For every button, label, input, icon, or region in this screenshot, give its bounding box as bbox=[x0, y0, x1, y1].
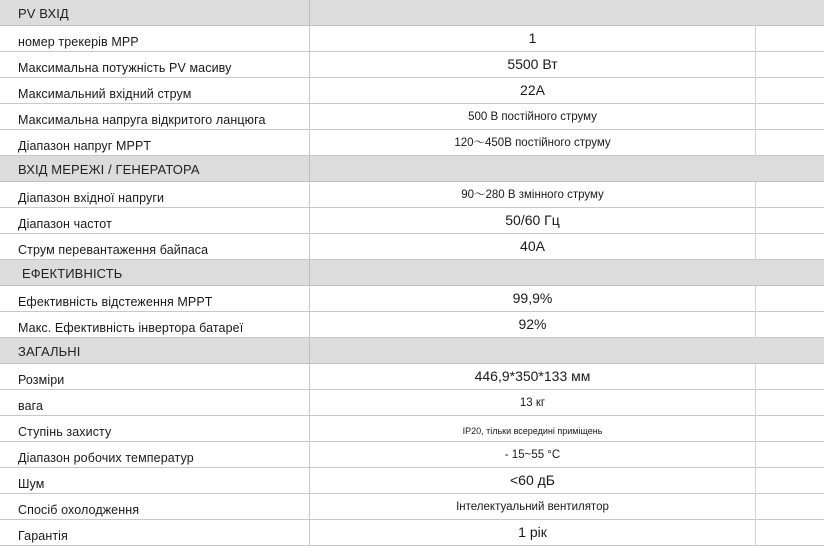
row-label: Шум bbox=[18, 477, 45, 491]
section-header-grid-input bbox=[0, 156, 824, 182]
row-value: 50/60 Гц bbox=[505, 212, 560, 228]
table-row bbox=[0, 312, 824, 338]
table-row bbox=[0, 182, 824, 208]
row-label: Діапазон робочих температур bbox=[18, 451, 194, 465]
row-value: 120～450В постійного струму bbox=[454, 137, 611, 149]
row-label: Максимальна потужність PV масиву bbox=[18, 61, 232, 75]
section-title: ЗАГАЛЬНІ bbox=[18, 344, 81, 359]
row-label: Струм перевантаження байпаса bbox=[18, 243, 209, 257]
table-row bbox=[0, 234, 824, 260]
row-label: вага bbox=[18, 399, 44, 413]
table-row bbox=[0, 364, 824, 390]
row-label: Ефективність відстеження MPPT bbox=[18, 295, 213, 309]
table-row bbox=[0, 520, 824, 546]
table-row bbox=[0, 78, 824, 104]
table-row bbox=[0, 26, 824, 52]
table-row bbox=[0, 468, 824, 494]
section-title: ВХІД МЕРЕЖІ / ГЕНЕРАТОРА bbox=[18, 162, 200, 177]
row-value: 13 кг bbox=[519, 397, 546, 409]
row-value: - 15~55 °C bbox=[504, 449, 561, 461]
row-label: Ступінь захисту bbox=[18, 425, 112, 439]
row-label: Діапазон напруг MPPT bbox=[18, 139, 152, 153]
table-row bbox=[0, 390, 824, 416]
row-value: 22A bbox=[520, 82, 545, 98]
row-value: 500 В постійного струму bbox=[468, 111, 597, 123]
row-value: 5500 Вт bbox=[507, 56, 558, 72]
section-header-pv-input bbox=[0, 0, 824, 26]
row-label: номер трекерів MPP bbox=[18, 35, 139, 49]
row-value: 40A bbox=[520, 238, 545, 254]
row-label: Спосіб охолодження bbox=[18, 503, 140, 517]
table-row bbox=[0, 130, 824, 156]
row-value: 446,9*350*133 мм bbox=[474, 368, 591, 384]
table-row bbox=[0, 208, 824, 234]
table-row bbox=[0, 416, 824, 442]
section-title: PV ВХІД bbox=[18, 6, 69, 21]
section-header-general bbox=[0, 338, 824, 364]
row-value: Інтелектуальний вентилятор bbox=[456, 501, 609, 513]
row-label: Макс. Ефективність інвертора батареї bbox=[18, 321, 244, 335]
table-row bbox=[0, 52, 824, 78]
table-row bbox=[0, 442, 824, 468]
row-value: IP20, тільки всередині приміщень bbox=[462, 426, 603, 436]
table-row bbox=[0, 494, 824, 520]
row-value: 92% bbox=[518, 316, 547, 332]
row-label: Розміри bbox=[18, 373, 65, 387]
row-value: 90～280 В змінного струму bbox=[461, 189, 604, 201]
row-label: Максимальний вхідний струм bbox=[18, 87, 192, 101]
section-header-efficiency bbox=[0, 260, 824, 286]
section-title: ЕФЕКТИВНІСТЬ bbox=[22, 266, 123, 281]
row-label: Діапазон частот bbox=[18, 217, 112, 231]
table-row bbox=[0, 286, 824, 312]
row-label: Максимальна напруга відкритого ланцюга bbox=[18, 113, 266, 127]
row-value: 1 рік bbox=[518, 524, 547, 540]
row-label: Гарантія bbox=[18, 529, 68, 543]
row-value: 99,9% bbox=[512, 290, 553, 306]
row-value: 1 bbox=[528, 30, 537, 46]
table-row bbox=[0, 104, 824, 130]
row-label: Діапазон вхідної напруги bbox=[18, 191, 165, 205]
row-value: <60 дБ bbox=[510, 472, 555, 488]
